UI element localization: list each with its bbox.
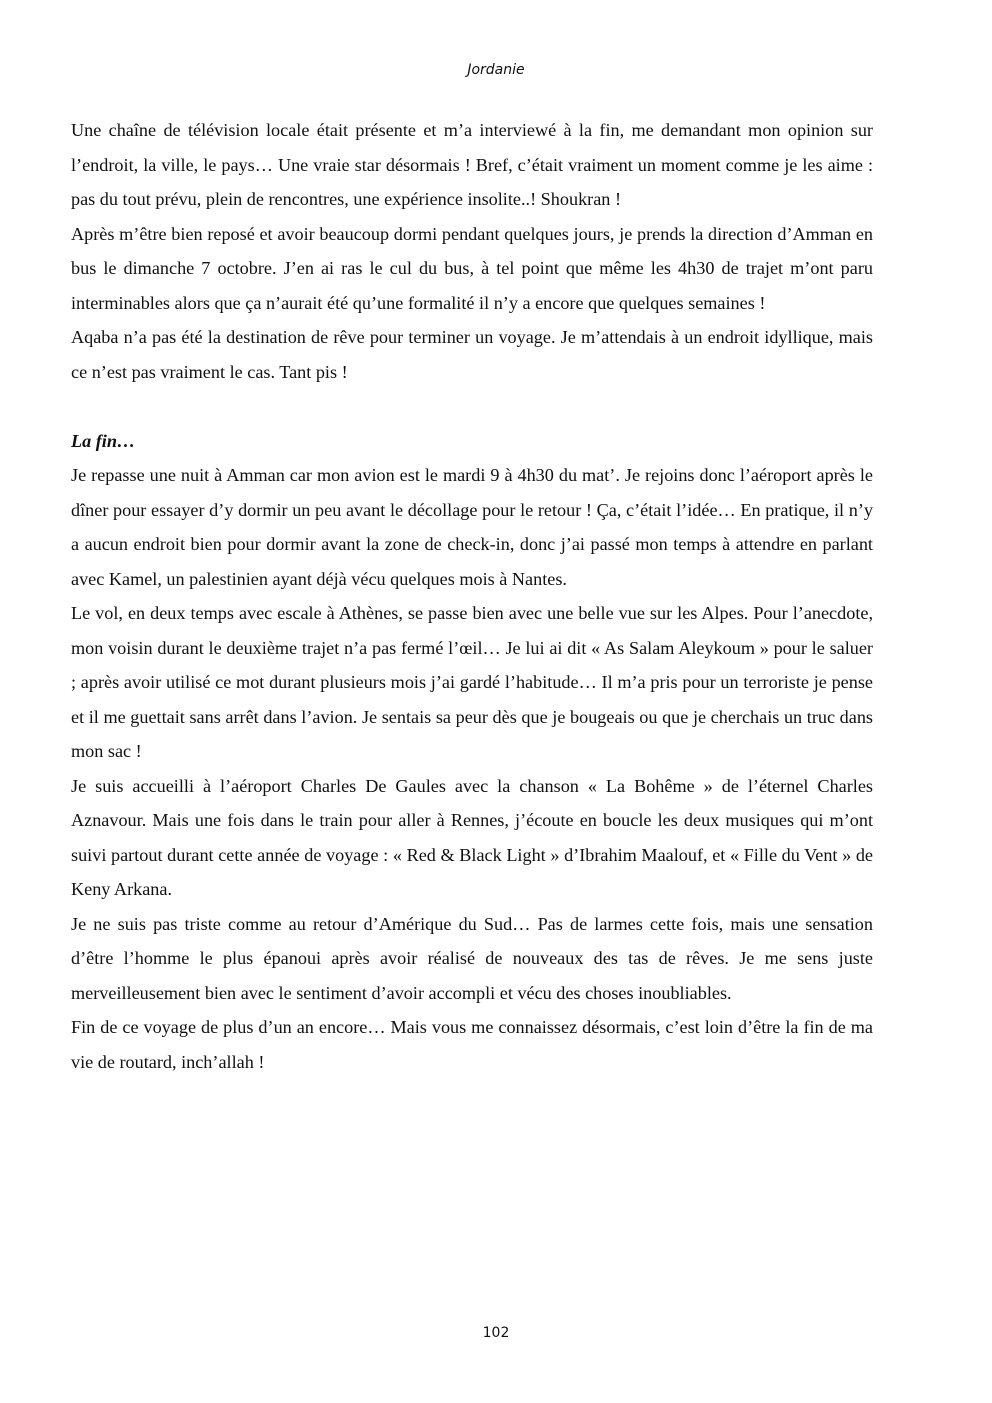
paragraph: Aqaba n’a pas été la destination de rêve pour terminer un voyage. Je m’attendais à un endroit idyllique, mais ce n’est pas vraiment le cas. Tant pis !: [71, 327, 873, 382]
paragraph: Le vol, en deux temps avec escale à Athènes, se passe bien avec une belle vue sur les Alpes. Pour l’anecdote, mon voisin durant le deuxième trajet n’a pas fermé l’œil… Je lui ai dit « As Salam Aleykoum » pour le saluer ; après avoir utilisé ce mot durant plusieurs mois j’ai gardé l’habitude… Il m’a pris pour un terroriste je pense et il me guettait sans arrêt dans l’avion. Je sentais sa peur dès que je bougeais ou que je cherchais un truc dans mon sac !: [71, 603, 873, 761]
paragraph: Je suis accueilli à l’aéroport Charles De Gaules avec la chanson « La Bohême » de l’éternel Charles Aznavour. Mais une fois dans le train pour aller à Rennes, j’écoute en boucle les deux musiques qui m’ont suivi partout durant cette année de voyage : « Red & Black Light » d’Ibrahim Maalouf, et « Fille du Vent » de Keny Arkana.: [71, 775, 873, 899]
paragraph: Je repasse une nuit à Amman car mon avion est le mardi 9 à 4h30 du mat’. Je rejoins donc l’aéroport après le dîner pour essayer d’y dormir un peu avant le décollage pour le retour ! Ça, c’était l’idée… En pratique, il n’y a aucun endroit bien pour dormir avant la zone de check-in, donc j’ai passé mon temps à attendre en parlant avec Kamel, un palestinien ayant déjà vécu quelques mois à Nantes.: [71, 465, 873, 589]
paragraph: Je ne suis pas triste comme au retour d’Amérique du Sud… Pas de larmes cette fois, mais une sensation d’être l’homme le plus épanoui après avoir réalisé de nouveaux des tas de rêves. Je me sens juste merveilleusement bien avec le sentiment d’avoir accompli et vécu des choses inoubliables.: [71, 913, 873, 1003]
paragraph: Une chaîne de télévision locale était présente et m’a interviewé à la fin, me demandant mon opinion sur l’endroit, la ville, le pays… Une vraie star désormais ! Bref, c’était vraiment un moment comme je les aime : pas du tout prévu, plein de rencontres, une expérience insolite..! Shoukran !: [71, 120, 873, 209]
section-heading: La fin…: [71, 430, 136, 451]
running-header: Jordanie: [467, 62, 525, 78]
paragraph: Fin de ce voyage de plus d’un an encore… Mais vous me connaissez désormais, c’est loin d’être la fin de ma vie de routard, inch’allah !: [71, 1017, 873, 1072]
paragraph: Après m’être bien reposé et avoir beaucoup dormi pendant quelques jours, je prends la direction d’Amman en bus le dimanche 7 octobre. J’en ai ras le cul du bus, à tel point que même les 4h30 de trajet m’ont paru interminables alors que ça n’aurait été qu’une formalité il n’y a encore que quelques semaines !: [71, 223, 873, 313]
page-number: 102: [482, 1325, 510, 1341]
page-body: [71, 113, 873, 1079]
